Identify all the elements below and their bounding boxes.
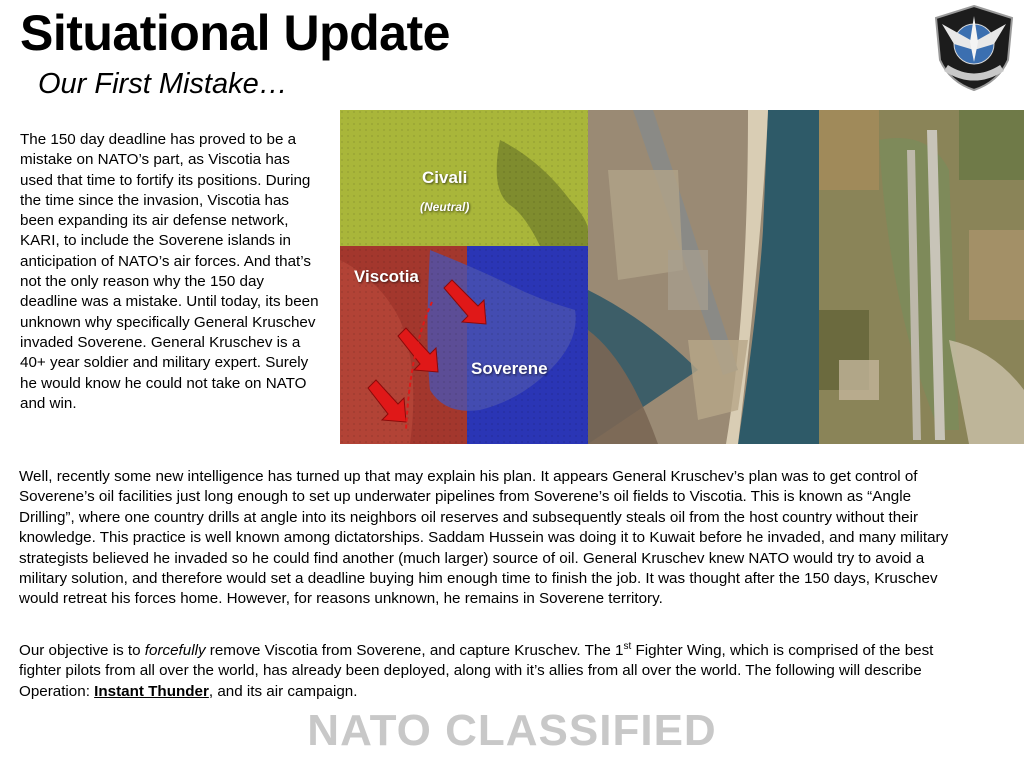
wing-emblem-icon <box>928 2 1020 94</box>
objective-paragraph <box>19 641 949 702</box>
label-viscotia: Viscotia <box>354 267 419 286</box>
objective-text-4: , and its air campaign. <box>208 682 358 700</box>
ordinal-suffix: st <box>623 640 632 652</box>
inland-airbase-photo <box>819 110 1024 444</box>
intelligence-paragraph: Well, recently some new intelligence has turned up that may explain his plan. It appears General Kruschev’s plan was to get control of Soverene’s oil facilities just long enough to set up underwater pipelines from Soverene’s oil fields to Viscotia. This is known as “Angle Drilling”, where one country drills at angle into its neighbors oil reserves and subsequently steals oil from the host country without their knowledge. This practice is well known among dictatorships. Saddam Hussein was doing it to Kuwait before he invaded, and many military strategists believed he invaded so he could find another (much larger) source of oil. General Kruschev knew NATO would try to avoid a military solution, and therefore would set a deadline buying him enough time to finish the job. It was thought after the 150 days, Kruschev would retreat his forces home. However, for reasons unknown, he remains in Soverene territory. <box>19 468 949 608</box>
page-title: Situational Update <box>20 5 450 61</box>
objective-text-1: Our objective is to <box>19 642 145 659</box>
label-civali: Civali <box>422 168 468 187</box>
objective-text-3: Fighter Wing, which is comprised of the best fighter pilots from all over the world, has already been deployed, along with it’s allies from all over the world. The following will describe Operation: <box>19 642 934 700</box>
instant-thunder-link[interactable]: Instant Thunder <box>94 682 209 700</box>
deadline-text: The 150 day deadline has proved to be a mistake on NATO’s part, as Viscotia has used that time to fortify its positions. During the time since the invasion, Viscotia has been expanding its air defense network, KARI, to include the Soverene islands in anticipation of NATO’s air forces. And that’s not the only reason why the 150 day deadline was a mistake. Until today, its been unknown why specifically General Kruschev invaded Soverene. General Kruschev is a 40+ year soldier and military expert. Surely he would know he could not take on NATO and win. <box>20 131 319 412</box>
label-soverene: Soverene <box>471 359 548 378</box>
coastal-airfield-photo <box>588 110 819 444</box>
objective-text-2: remove Viscotia from Soverene, and capture Kruschev. The 1 <box>205 642 624 659</box>
classification-stamp: NATO CLASSIFIED <box>307 706 717 755</box>
label-neutral: (Neutral) <box>420 200 470 214</box>
region-map <box>340 110 588 444</box>
objective-emphasis: forcefully <box>144 642 206 659</box>
page-subtitle: Our First Mistake… <box>38 68 288 100</box>
